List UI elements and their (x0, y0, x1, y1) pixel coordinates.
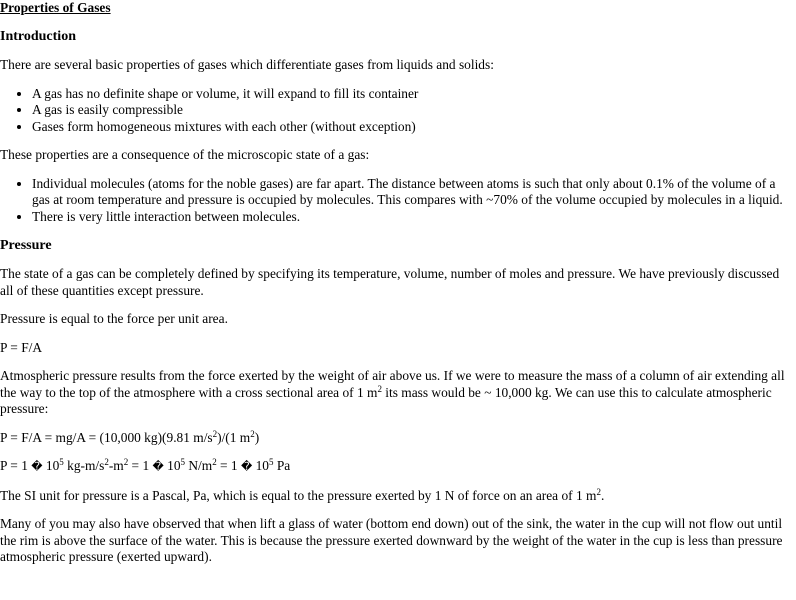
replacement-char-icon: � (31, 460, 43, 473)
replacement-char-icon: � (152, 460, 164, 473)
pressure-heading: Pressure (0, 238, 52, 253)
pressure-paragraph-1: The state of a gas can be completely defined by specifying its temperature, volume, number of moles and pressure. We have previously discussed all of these quantities except pressure. (0, 266, 780, 298)
pressure-paragraph-3: Atmospheric pressure results from the force exerted by the weight of air above us. If we were to measure the mass of a column of air extending all the way to the top of the atmosphere with a cross sectional area of 1 $m^2$ its mass would be ~ 10,000 kg. We can use this to calculate atmospheric pressure: (0, 368, 785, 416)
pressure-paragraph-4: The SI unit for pressure is a Pascal, Pa, which is equal to the pressure exerted by 1 N of force on an area of 1 $m^2$. (0, 486, 605, 503)
microscopic-list (0, 176, 792, 226)
micro-paragraph: These properties are a consequence of the microscopic state of a gas: (0, 147, 370, 162)
replacement-char-icon: � (240, 460, 253, 473)
intro-paragraph: There are several basic properties of gases which differentiate gases from liquids and solids: (0, 57, 494, 72)
pressure-paragraph-5: Many of you may also have observed that when lift a glass of water (bottom end down) out of the sink, the water in the cup will not flow out until the rim is above the surface of the water. This is because the pressure exerted downward by the weight of the water in the cup is less than pressure atmospheric pressure (exerted upward). (0, 516, 783, 564)
pressure-paragraph-2: Pressure is equal to the force per unit area. (0, 311, 228, 326)
equation-atmospheric: P = F/A = mg/A = (10,000 kg)(9.81 $m/s^2)/(1$ $m^2$) (0, 428, 260, 445)
list-item: • Gases form homogeneous mixtures with each other (without exception) (32, 119, 792, 136)
equation-units: P = 1 � $10^5$ $kg-m/s^2-m^2 = 1$ � $10^5$ $N/m^2 = 1$ � $10^5$ Pa (0, 457, 291, 473)
list-item: • There is very little interaction between molecules. (32, 209, 792, 226)
equation-pressure: P = F/A (0, 339, 43, 355)
list-item: • A gas has no definite shape or volume, it will expand to fill its container (32, 86, 792, 103)
list-item: • Individual molecules (atoms for the noble gases) are far apart. The distance between atoms is such that only about 0.1% of the volume of a gas at room temperature and pressure is occupied by molecules. This compares with ~70% of the volume occupied by molecules in a liquid. (32, 176, 792, 209)
introduction-heading: Introduction (0, 29, 76, 44)
page-title: Properties of Gases (0, 0, 111, 15)
list-item: • A gas is easily compressible (32, 102, 792, 119)
properties-list (0, 86, 792, 136)
